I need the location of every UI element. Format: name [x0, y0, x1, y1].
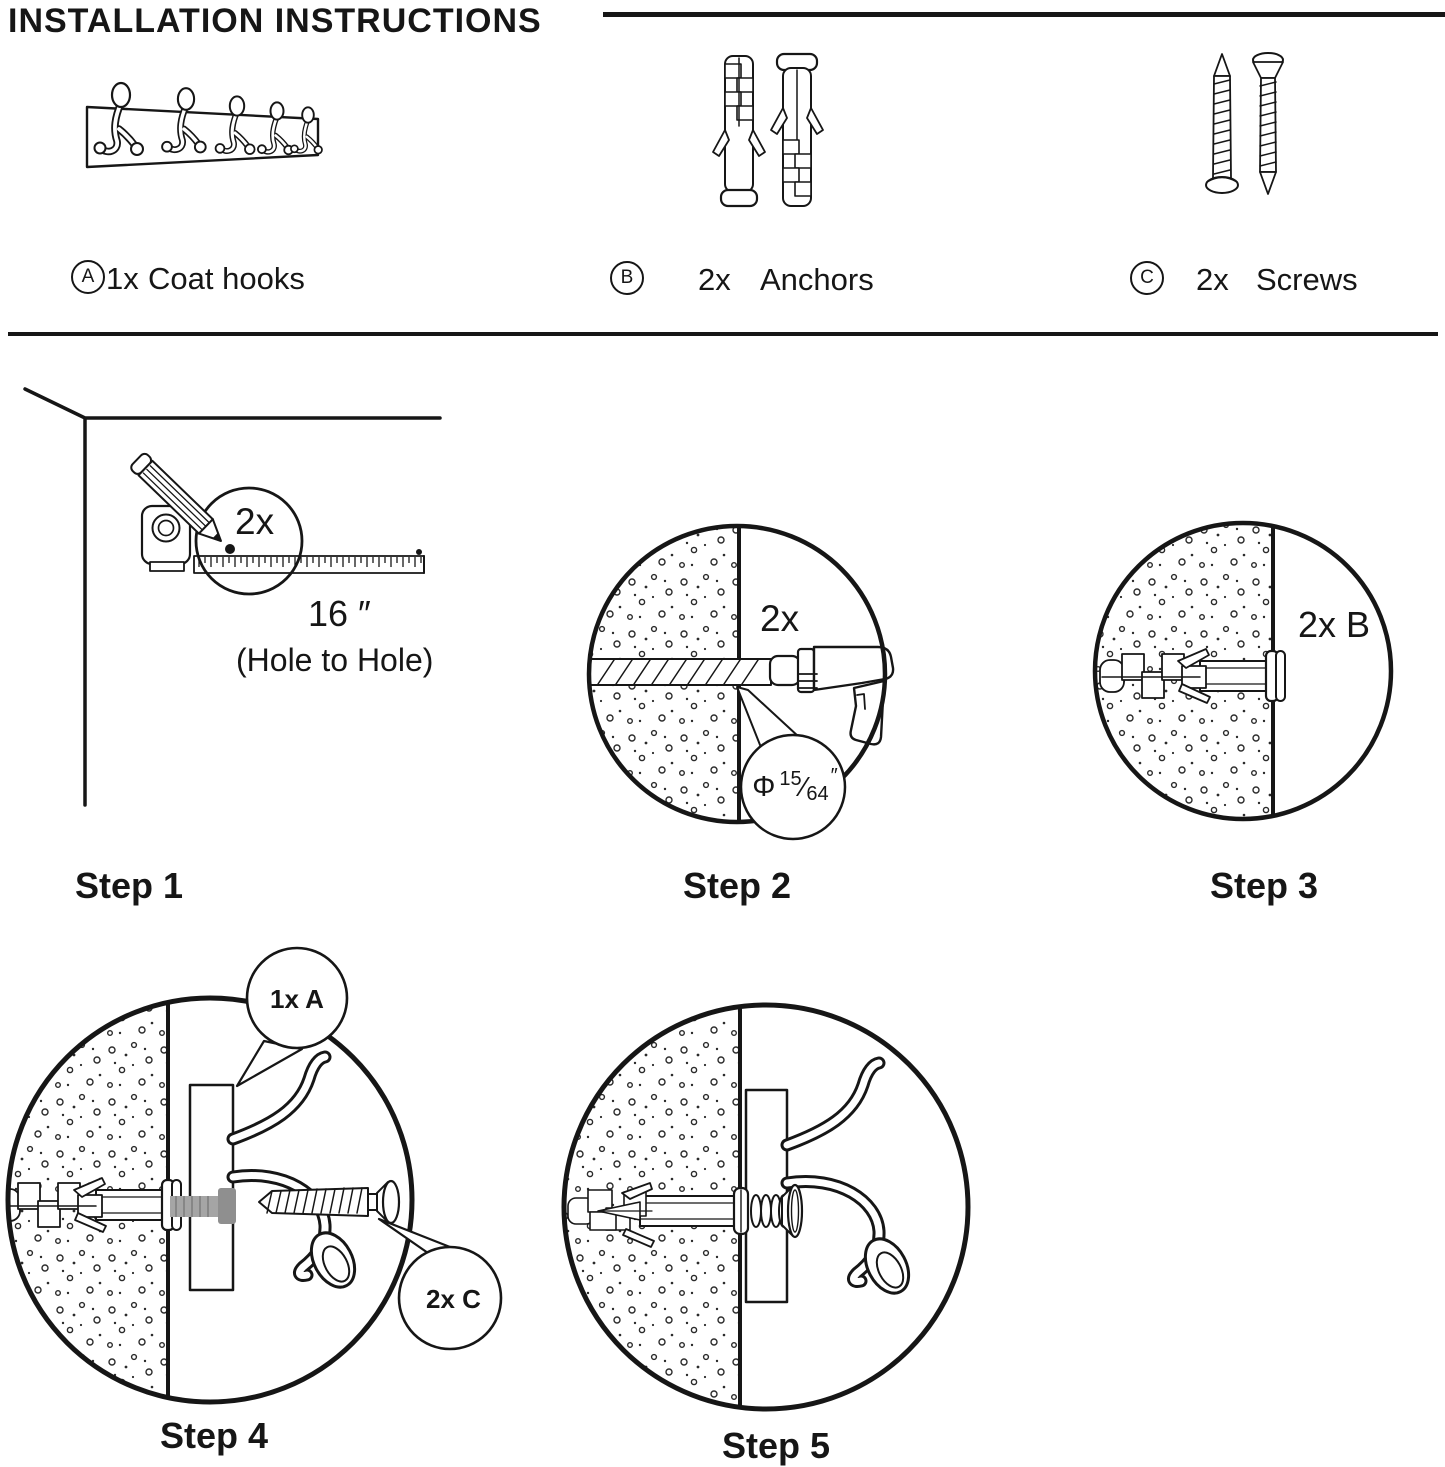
part-name: Coat hooks: [148, 261, 305, 296]
coat-hooks-drawing: [78, 66, 330, 176]
step2-label: Step 2: [683, 865, 792, 906]
title-rule: [603, 12, 1445, 17]
step2-qty: 2x: [760, 598, 800, 639]
step4-drawing: [0, 943, 520, 1415]
drill-mark-dot: [225, 544, 235, 554]
part-letter: A: [81, 266, 95, 287]
fraction-slash: ⁄: [801, 771, 807, 802]
part-letter-badge: [610, 261, 644, 295]
part-letter: C: [1140, 267, 1154, 288]
part-qty: 2x: [1196, 262, 1229, 297]
diameter-numerator: 15: [779, 768, 802, 790]
hook-backplate: [190, 1085, 233, 1290]
anchor-icon: [713, 56, 765, 206]
step4-callout-screws: 2x C: [426, 1284, 481, 1314]
step5-label: Step 5: [722, 1425, 831, 1466]
anchors-drawing: [700, 42, 830, 214]
step3-qty: 2x B: [1298, 604, 1371, 645]
drill-mark-dot: [416, 549, 422, 555]
part-qty: 2x: [698, 262, 731, 297]
section-divider: [8, 332, 1438, 336]
screws-drawing: [1195, 42, 1305, 210]
anchor-icon: [771, 54, 823, 206]
step1-label: Step 1: [75, 865, 184, 906]
step4-label: Step 4: [160, 1415, 269, 1456]
wall-corner: [25, 389, 440, 805]
step3-drawing: [1086, 512, 1410, 834]
step2-drawing: [527, 464, 957, 884]
step1-distance: 16 ″: [308, 593, 371, 634]
coat-hook-side-view: [787, 1063, 917, 1301]
part-letter-badge: [71, 260, 105, 294]
step1-drawing: [15, 380, 460, 820]
screw-icon: [1206, 54, 1238, 193]
part-name: Screws: [1256, 262, 1358, 297]
step4-callout-hooks: 1x A: [270, 984, 324, 1014]
screw-icon: [1253, 53, 1283, 194]
part-letter-badge: [1130, 261, 1164, 295]
step1-qty: 2x: [235, 501, 275, 542]
diameter-symbol: Φ: [752, 770, 776, 803]
ruler-icon: [194, 556, 424, 573]
step5-drawing: [540, 990, 1002, 1430]
anchor-collar: [734, 1188, 748, 1234]
drill-diameter-callout: [743, 760, 847, 814]
diameter-denominator: 64: [806, 783, 829, 805]
part-qty: 1x: [106, 261, 139, 296]
part-name: Anchors: [760, 262, 874, 297]
step1-note: (Hole to Hole): [236, 642, 434, 678]
diameter-unit: ″: [830, 765, 838, 787]
page-title: INSTALLATION INSTRUCTIONS: [8, 2, 542, 40]
coat-hook-side-view: [233, 1057, 363, 1295]
part-letter: B: [620, 267, 634, 288]
drill-bit-icon: [589, 659, 771, 685]
step3-label: Step 3: [1210, 865, 1319, 906]
